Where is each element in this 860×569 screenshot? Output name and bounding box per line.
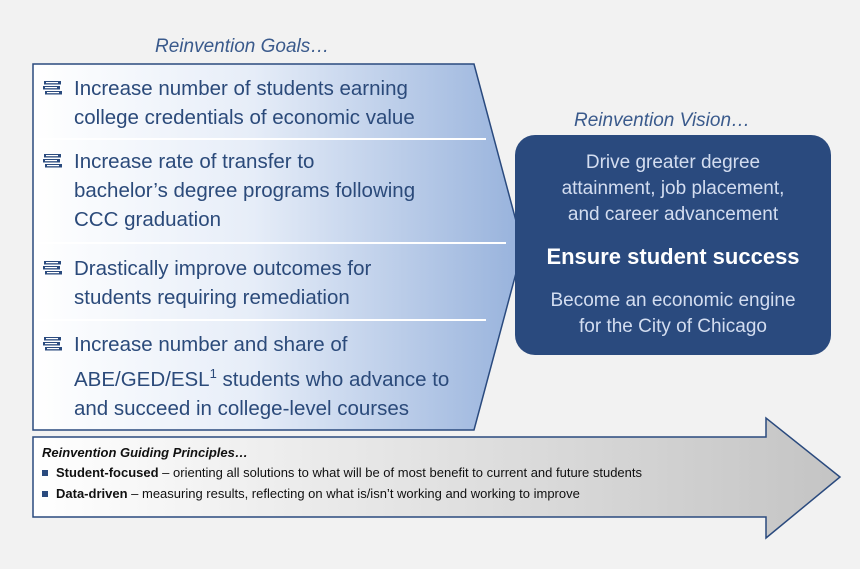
goal-text bbox=[74, 254, 371, 312]
goal-line: Increase rate of transfer to bbox=[74, 150, 315, 173]
books-icon bbox=[42, 80, 64, 96]
goals-title: Reinvention Goals… bbox=[155, 36, 330, 57]
goal-text bbox=[74, 330, 449, 423]
goal-line: Increase number and share of bbox=[74, 333, 348, 356]
goal-text bbox=[74, 147, 415, 234]
principle-label: Data-driven bbox=[56, 486, 128, 501]
goal-line-part: ABE/GED/ESL bbox=[74, 367, 210, 391]
principle-item bbox=[42, 486, 580, 501]
principles-title: Reinvention Guiding Principles… bbox=[42, 445, 248, 460]
goal-line-part: students who advance to bbox=[216, 367, 450, 391]
goal-text bbox=[74, 74, 415, 132]
square-bullet-icon bbox=[42, 470, 48, 476]
goal-line: Drastically improve outcomes for bbox=[74, 257, 372, 280]
vision-bottom-text bbox=[515, 288, 831, 340]
goal-line: students requiring remediation bbox=[74, 286, 350, 309]
principle-description: – measuring results, reflecting on what is/isn’t working and working to improve bbox=[127, 486, 580, 501]
goal-line: Increase number of students earning bbox=[74, 77, 408, 100]
books-icon bbox=[42, 260, 64, 276]
vision-top-text bbox=[515, 150, 831, 228]
goal-line: college credentials of economic value bbox=[74, 106, 415, 129]
vision-main-statement: Ensure student success bbox=[546, 244, 800, 269]
books-icon bbox=[42, 336, 64, 352]
goal-line: bachelor’s degree programs following bbox=[74, 179, 416, 202]
goal-divider bbox=[36, 242, 506, 244]
vision-line: attainment, job placement, bbox=[561, 178, 785, 199]
vision-line: for the City of Chicago bbox=[579, 316, 767, 337]
goal-line bbox=[74, 359, 449, 394]
goal-line: and succeed in college-level courses bbox=[74, 396, 410, 420]
goal-divider bbox=[36, 319, 486, 321]
goal-line: CCC graduation bbox=[74, 208, 221, 231]
principle-item bbox=[42, 465, 642, 480]
vision-title: Reinvention Vision… bbox=[574, 110, 751, 131]
vision-line: Become an economic engine bbox=[550, 290, 796, 311]
goal-divider bbox=[36, 138, 486, 140]
footnote-marker: 1 bbox=[209, 366, 217, 381]
books-icon bbox=[42, 153, 64, 169]
square-bullet-icon bbox=[42, 491, 48, 497]
vision-line: Drive greater degree bbox=[585, 152, 761, 173]
principle-label: Student-focused bbox=[56, 465, 159, 480]
principle-description: – orienting all solutions to what will be of most benefit to current and future students bbox=[158, 465, 642, 480]
vision-line: and career advancement bbox=[567, 204, 779, 225]
